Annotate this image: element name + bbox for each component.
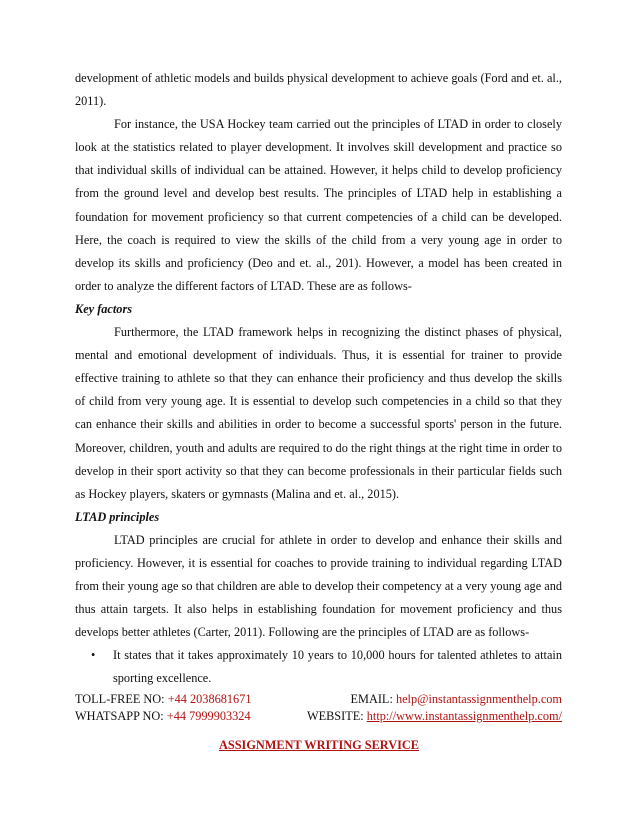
email-label: EMAIL: <box>350 692 396 706</box>
heading-key-factors: Key factors <box>75 301 133 316</box>
list-item <box>75 644 562 690</box>
website-link[interactable]: http://www.instantassignmenthelp.com/ <box>366 709 562 723</box>
footer-row-2 <box>75 708 562 725</box>
whatsapp-label: WHATSAPP NO: <box>75 709 167 723</box>
bullet-icon: • <box>91 648 96 663</box>
service-banner-link[interactable]: ASSIGNMENT WRITING SERVICE <box>218 738 420 752</box>
tollfree-label: TOLL-FREE NO: <box>75 692 168 706</box>
paragraph-key-factors: Furthermore, the LTAD framework helps in recognizing the distinct phases of physical, mental and emotional development of individuals. Thus, it is essential for trainer to provide effective training to athlete so that they can enhance their proficiency and thus develop the skills of child from very young age. It is essential to develop such competencies in a child so that they can enhance their skills and abilities in order to become a successful sports' person in the future. Moreover, children, youth and adults are required to do the right things at the right time in order to develop in their sport activity so that they can become professionals in their particular fields such as Hockey players, skaters or gymnasts (Malina and et. al., 2015). <box>75 325 562 501</box>
list-item-text: It states that it takes approximately 10 years to 10,000 hours for talented athletes to attain sporting excellence. <box>113 648 562 686</box>
email-address[interactable]: help@instantassignmenthelp.com <box>395 692 562 706</box>
paragraph-ltad-principles: LTAD principles are crucial for athlete in order to develop and enhance their skills and proficiency. However, it is essential for coaches to provide training to individual regarding LTAD from their young age so that children are able to develop their competency at a very young age and thus attain targets. It also helps in establishing foundation for movement proficiency and thus develops better athletes (Carter, 2011). Following are the principles of LTAD are as follows- <box>75 532 562 640</box>
paragraph-usa-hockey: For instance, the USA Hockey team carried out the principles of LTAD in order to closely look at the statistics related to player development. It involves skill development and practice so that individual skills of individual can be attained. However, it helps child to develop proficiency from the ground level and develop best results. The principles of LTAD help in establishing a foundation for movement proficiency so that current competencies of a child can be developed. Here, the coach is required to view the skills of the child from a very young age in order to develop its skills and proficiency (Deo and et. al., 201). However, a model has been created in order to analyze the different factors of LTAD. These are as follows- <box>75 117 562 293</box>
website-block <box>307 708 562 725</box>
footer-row-1 <box>75 691 562 708</box>
website-label: WEBSITE: <box>306 709 367 723</box>
document-body <box>75 67 562 691</box>
contact-footer <box>75 691 562 725</box>
tollfree-block <box>75 691 251 708</box>
heading-ltad-principles: LTAD principles <box>75 509 160 524</box>
paragraph-intro: development of athletic models and builds physical development to achieve goals (Ford and et. al., 2011). <box>75 71 562 109</box>
whatsapp-block <box>75 708 251 725</box>
email-block <box>351 691 562 708</box>
tollfree-number: +44 2038681671 <box>167 692 252 706</box>
principles-list <box>75 644 562 690</box>
whatsapp-number: +44 7999903324 <box>166 709 251 723</box>
